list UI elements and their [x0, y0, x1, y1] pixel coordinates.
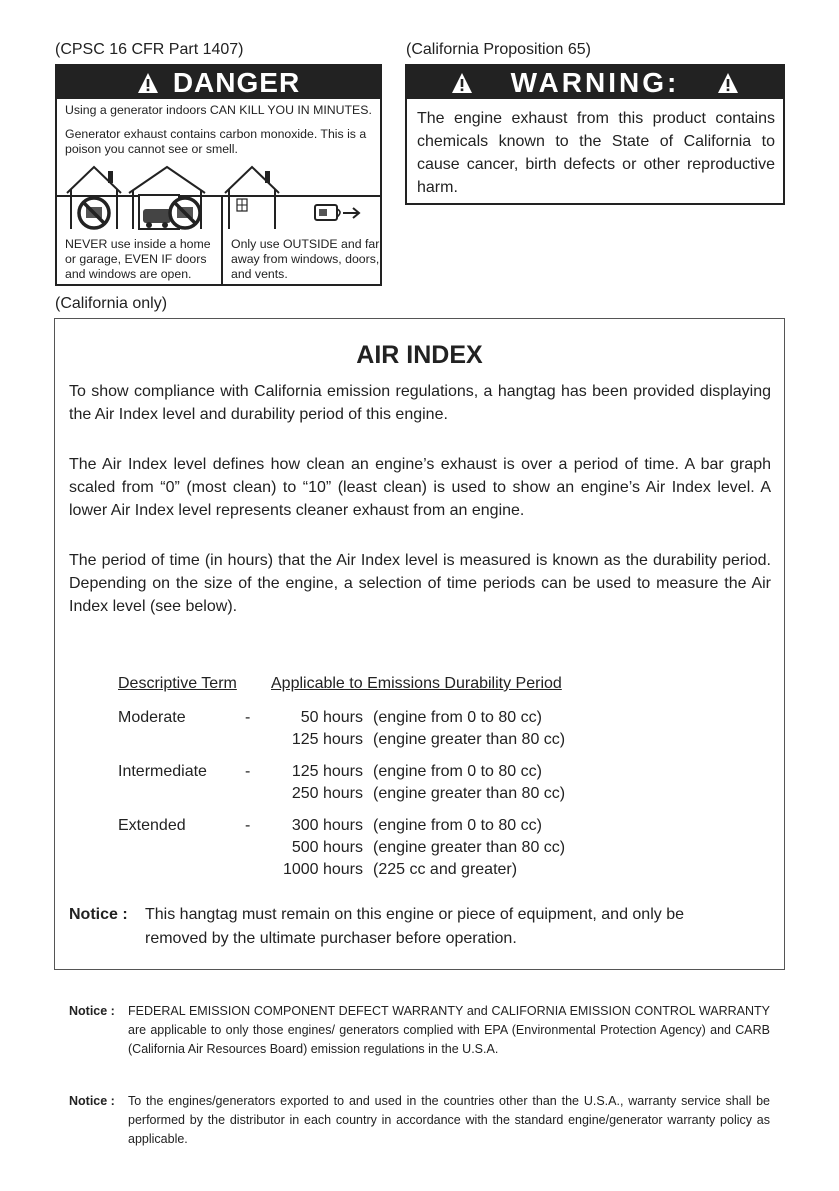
warning-triangle-icon	[717, 72, 739, 94]
row-desc: (225 cc and greater)	[373, 861, 518, 878]
row-desc: (engine from 0 to 80 cc)	[373, 817, 542, 834]
table-header-period: Applicable to Emissions Durability Period	[271, 675, 562, 692]
footnote-1-text: FEDERAL EMISSION COMPONENT DEFECT WARRANTY and CALIFORNIA EMISSION CONTROL WARRANTY are applicable to only those engines/ generators complied with EPA (Environmental Protection Agency) and CARB (California Air Resources Board) emission regulations in the U.S.A.	[128, 1004, 770, 1056]
row-hours: 250 hours	[291, 785, 363, 802]
warning-caption: (California Proposition 65)	[406, 41, 591, 58]
warning-title: WARNING:	[510, 66, 680, 98]
row-desc: (engine greater than 80 cc)	[373, 839, 566, 856]
warning-message: The engine exhaust from this product contains chemicals known to the State of California to cause cancer, birth defects or other reproductive harm.	[417, 110, 775, 196]
row-term: Extended	[118, 817, 186, 834]
danger-line-1: Using a generator indoors CAN KILL YOU IN MINUTES.	[65, 103, 372, 117]
row-dash: -	[245, 709, 251, 726]
danger-pictograms	[57, 197, 380, 284]
row-term: Intermediate	[118, 763, 207, 780]
no-generator-house-icon	[67, 167, 121, 229]
air-index-paragraph-3: The period of time (in hours) that the Air Index level is measured is known as the durability period. Depending on the size of the engine, a selection of time periods can be used to measure the Air Index level (see below).	[69, 552, 771, 615]
row-desc: (engine from 0 to 80 cc)	[373, 709, 542, 726]
row-desc: (engine from 0 to 80 cc)	[373, 763, 542, 780]
footnote-2-label: Notice :	[69, 1094, 115, 1108]
air-index-notice-text: This hangtag must remain on this engine or piece of equipment, and only be removed by the ultimate purchaser before operation.	[145, 906, 684, 947]
danger-header	[57, 66, 380, 99]
air-index-paragraph-2: The Air Index level defines how clean an engine’s exhaust is over a period of time. A bar graph scaled from “0” (most clean) to “10” (least clean) is used to show an engine’s Air Index level. A lower Air Index level represents cleaner exhaust from an engine.	[69, 456, 771, 519]
footnote-2-text: To the engines/generators exported to and used in the countries other than the U.S.A., warranty service shall be performed by the distributor in each country in accordance with the standard engine/generator warranty policy as applicable.	[128, 1094, 770, 1146]
danger-label	[55, 64, 382, 286]
danger-never-panel	[57, 197, 223, 284]
row-hours: 125 hours	[291, 763, 363, 780]
row-term: Moderate	[118, 709, 186, 726]
row-hours: 1000 hours	[282, 861, 363, 878]
outside-text: Only use OUTSIDE and far away from windows, doors, and vents.	[231, 237, 380, 281]
row-hours: 125 hours	[291, 731, 363, 748]
table-header-term: Descriptive Term	[118, 675, 237, 692]
danger-title: DANGER	[172, 66, 301, 98]
row-dash: -	[245, 763, 251, 780]
row-dash: -	[245, 817, 251, 834]
pictogram-never-indoors	[57, 155, 223, 233]
danger-outside-panel	[223, 197, 380, 284]
no-generator-garage-icon	[129, 167, 205, 229]
row-hours: 300 hours	[291, 817, 363, 834]
warning-label	[405, 64, 785, 205]
footnote-1-label: Notice :	[69, 1004, 115, 1018]
row-desc: (engine greater than 80 cc)	[373, 731, 566, 748]
danger-caption: (CPSC 16 CFR Part 1407)	[55, 41, 244, 58]
house-window-icon	[225, 167, 279, 229]
air-index-notice-label: Notice :	[69, 906, 128, 923]
never-indoors-text: NEVER use inside a home or garage, EVEN IF doors and windows are open.	[65, 237, 211, 281]
warning-triangle-icon	[137, 72, 159, 94]
california-only-caption: (California only)	[55, 295, 168, 312]
generator-arrow-icon	[315, 205, 359, 220]
danger-line-2: Generator exhaust contains carbon monoxide. This is a poison you cannot see or smell.	[65, 127, 367, 156]
row-desc: (engine greater than 80 cc)	[373, 785, 566, 802]
warning-triangle-icon	[451, 72, 473, 94]
row-hours: 50 hours	[300, 709, 363, 726]
warning-header	[407, 66, 783, 99]
air-index-paragraph-1: To show compliance with California emission regulations, a hangtag has been provided displaying the Air Index level and durability period of this engine.	[69, 383, 771, 423]
pictogram-outside	[223, 155, 381, 233]
air-index-title: AIR INDEX	[356, 341, 483, 369]
air-index-box	[54, 318, 785, 970]
row-hours: 500 hours	[291, 839, 363, 856]
